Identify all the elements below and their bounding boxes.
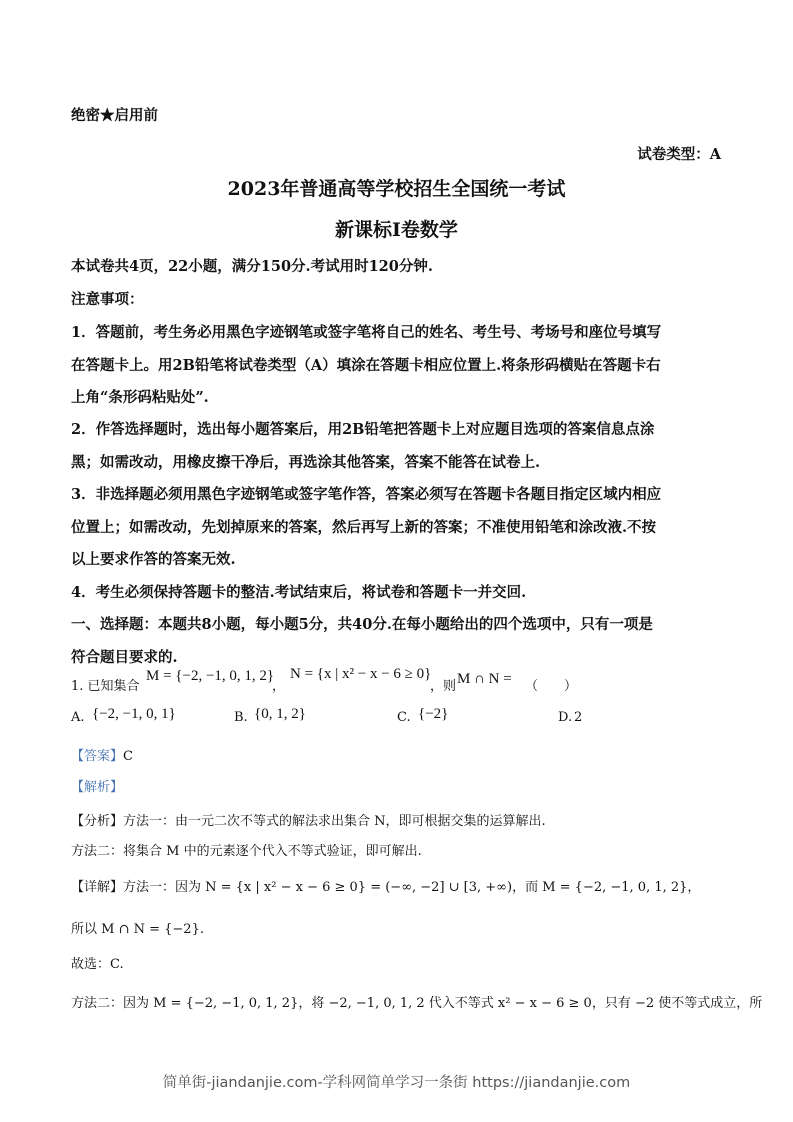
analysis-label: 【解析】 (71, 780, 124, 795)
answer-row (71, 745, 133, 764)
set-n: N = {x | x² − x − 6 ≥ 0} (290, 666, 432, 682)
analysis-text: 【分析】方法一：由一元二次不等式的解法求出集合 N，即可根据交集的运算解出. (71, 814, 546, 829)
paper-type: 试卷类型：A (637, 146, 721, 163)
detail-line-4: 方法二：因为 M = {−2, −1, 0, 1, 2}，将 −2, −1, 0, 1, 2 代入不等式 x² − x − 6 ≥ 0，只有 −2 使不等式成立，所 (71, 996, 763, 1011)
exam-title: 2023年普通高等学校招生全国统一考试 (227, 178, 566, 200)
answer-blank: （ ） (525, 679, 578, 694)
question-number: 1. (71, 679, 84, 694)
method2-intro: 方法二：将集合 M 中的元素逐个代入不等式验证，即可解出. (71, 844, 422, 859)
detail-line-3: 故选：C. (71, 957, 124, 972)
intersection-expr: M ∩ N = (457, 671, 512, 687)
footer-watermark: 简单街-jiandanjie.com-学科网简单学习一条街 https://jiandanjie.com (162, 1075, 631, 1091)
answer-value: C (123, 749, 133, 764)
question-stem: 已知集合 (87, 679, 140, 694)
set-m: M = {−2, −1, 0, 1, 2} (146, 668, 275, 684)
answer-label: 【答案】 (71, 749, 124, 764)
notice-heading: 注意事项： (71, 291, 144, 308)
secret-label: 绝密★启用前 (71, 107, 158, 124)
detail-line-2: 所以 M ∩ N = {−2}. (71, 922, 204, 937)
exam-summary: 本试卷共4页，22小题，满分150分.考试用时120分钟. (71, 258, 433, 275)
exam-subtitle: 新课标Ⅰ卷数学 (335, 219, 458, 241)
detail-line-1: 【详解】方法一：因为 N = {x | x² − x − 6 ≥ 0} = (−∞, −2] ∪ [3, +∞)，而 M = {−2, −1, 0, 1, 2}， (71, 880, 701, 895)
